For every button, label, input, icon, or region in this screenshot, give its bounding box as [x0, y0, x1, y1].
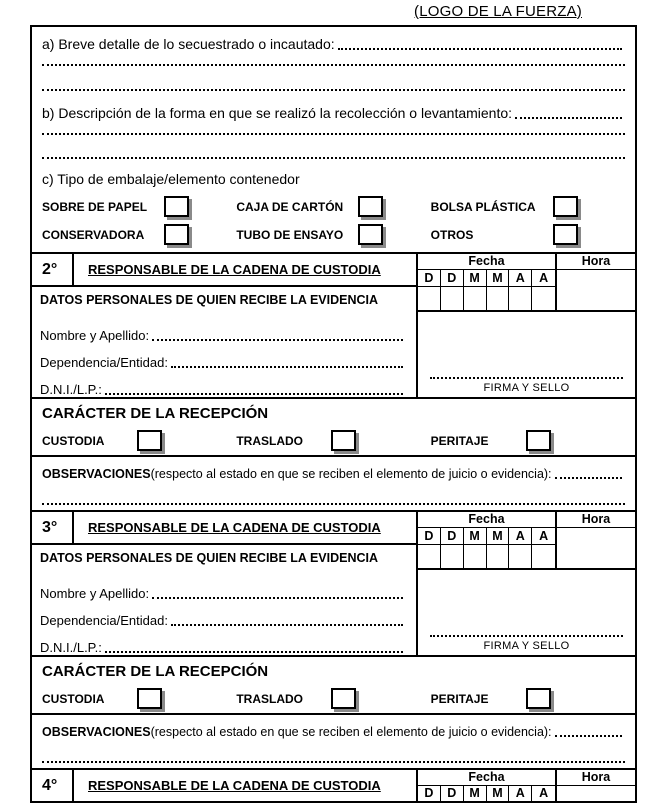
fecha-hora-header — [418, 254, 635, 270]
hora-entry-cell[interactable] — [557, 270, 635, 310]
bolsa-plastica-checkbox[interactable] — [553, 196, 578, 217]
dependencia-input-line[interactable] — [171, 366, 403, 368]
caja-de-carton-label: CAJA DE CARTÓN — [236, 199, 344, 214]
section-a-row — [42, 35, 625, 52]
fecha-hora-body — [418, 528, 635, 570]
otros-label: OTROS — [430, 227, 474, 242]
date-entry-cell[interactable] — [464, 545, 487, 568]
peritaje-checkbox-3[interactable] — [526, 688, 551, 709]
date-entry-cell[interactable] — [487, 287, 510, 310]
custody-block-3 — [32, 510, 635, 655]
date-letter: D — [441, 270, 464, 287]
date-letter: A — [509, 528, 532, 545]
dependencia-label: Dependencia/Entidad: — [40, 355, 168, 370]
custody-block-4-right — [418, 770, 635, 801]
datos-title: DATOS PERSONALES DE QUIEN RECIBE LA EVIDENCIA — [40, 293, 379, 307]
nombre-field — [40, 574, 406, 601]
section-b-row — [42, 104, 625, 121]
observaciones-input-line[interactable] — [555, 735, 622, 737]
peritaje-label: PERITAJE — [430, 691, 489, 706]
date-letter: D — [418, 786, 441, 801]
caracter-options-3 — [42, 688, 625, 709]
caracter-title: CARÁCTER DE LA RECEPCIÓN — [42, 663, 269, 680]
packaging-item-sobre-de-papel — [42, 196, 236, 217]
observaciones-2 — [32, 455, 635, 510]
date-entry-cell[interactable] — [464, 287, 487, 310]
peritaje-checkbox-2[interactable] — [526, 430, 551, 451]
datos-personales-2 — [32, 287, 416, 397]
section-b-label: b) Descripción de la forma en que se realizó la recolección o levantamiento: — [42, 105, 513, 121]
fecha-hora-body — [418, 270, 635, 312]
observaciones-input-line-2[interactable] — [42, 761, 625, 763]
otros-checkbox[interactable] — [553, 224, 578, 245]
hora-label: Hora — [581, 254, 611, 268]
nombre-input-line[interactable] — [152, 339, 403, 341]
date-letter: A — [532, 528, 555, 545]
fecha-label: Fecha — [418, 254, 557, 269]
date-letter: D — [441, 786, 464, 801]
custody-block-2-header — [32, 254, 416, 287]
custody-block-2-left — [32, 254, 418, 397]
fecha-hora-body — [418, 786, 635, 801]
traslado-label: TRASLADO — [236, 433, 303, 448]
date-entry-cell[interactable] — [532, 287, 555, 310]
firma-y-sello-label: FIRMA Y SELLO — [483, 382, 570, 394]
date-entry-cell[interactable] — [509, 545, 532, 568]
hora-label: Hora — [581, 770, 611, 784]
date-letter: M — [464, 528, 487, 545]
caracter-recepcion-2 — [32, 397, 635, 455]
traslado-checkbox-3[interactable] — [331, 688, 356, 709]
packaging-item-conservadora — [42, 224, 236, 245]
section-a-input-line-2[interactable] — [42, 64, 625, 66]
date-letter: M — [487, 528, 510, 545]
block-number: 3° — [32, 512, 74, 543]
date-letter: A — [509, 786, 532, 801]
packaging-item-tubo-de-ensayo — [236, 224, 430, 245]
date-letter: D — [441, 528, 464, 545]
dni-input-line[interactable] — [105, 651, 403, 653]
observaciones-input-line-2[interactable] — [42, 503, 625, 505]
responsable-title: RESPONSABLE DE LA CADENA DE CUSTODIA — [88, 778, 381, 793]
datos-personales-3 — [32, 545, 416, 655]
observaciones-label: OBSERVACIONES — [42, 725, 151, 739]
caracter-recepcion-3 — [32, 655, 635, 713]
sobre-de-papel-label: SOBRE DE PAPEL — [42, 199, 148, 214]
date-grid — [418, 528, 557, 568]
observaciones-text: (respecto al estado en que se reciben el elemento de juicio o evidencia): — [150, 725, 552, 739]
packaging-row-1 — [42, 196, 625, 217]
conservadora-checkbox[interactable] — [164, 224, 189, 245]
date-letter: D — [418, 270, 441, 287]
dni-input-line[interactable] — [105, 393, 403, 395]
peritaje-label: PERITAJE — [430, 433, 489, 448]
bolsa-plastica-label: BOLSA PLÁSTICA — [430, 199, 536, 214]
block-number: 2° — [32, 254, 74, 285]
observaciones-3 — [32, 713, 635, 768]
custody-block-3-left — [32, 512, 418, 655]
date-letter: M — [487, 270, 510, 287]
date-entry-cell[interactable] — [418, 545, 441, 568]
caja-de-carton-checkbox[interactable] — [358, 196, 383, 217]
caracter-item-custodia — [42, 430, 236, 451]
signature-dotted-line — [430, 635, 623, 637]
dependencia-input-line[interactable] — [171, 624, 403, 626]
fecha-hora-header — [418, 512, 635, 528]
date-entry-cell[interactable] — [441, 545, 464, 568]
date-entry-cell[interactable] — [418, 287, 441, 310]
section-a-label: a) Breve detalle de lo secuestrado o incautado: — [42, 36, 335, 52]
traslado-label: TRASLADO — [236, 691, 303, 706]
date-entry-cell[interactable] — [441, 287, 464, 310]
hora-entry-cell[interactable] — [557, 528, 635, 568]
hora-entry-cell[interactable] — [557, 786, 635, 801]
observaciones-row — [42, 464, 625, 481]
custodia-label: CUSTODIA — [42, 691, 105, 706]
tubo-de-ensayo-label: TUBO DE ENSAYO — [236, 227, 344, 242]
date-letter: D — [418, 528, 441, 545]
datos-title: DATOS PERSONALES DE QUIEN RECIBE LA EVIDENCIA — [40, 551, 379, 565]
date-letter: M — [464, 270, 487, 287]
caracter-item-peritaje — [431, 430, 625, 451]
date-grid — [418, 270, 557, 310]
fecha-label: Fecha — [418, 512, 557, 527]
traslado-checkbox-2[interactable] — [331, 430, 356, 451]
caracter-options-2 — [42, 430, 625, 451]
dependencia-field — [40, 343, 406, 370]
date-letter: A — [509, 270, 532, 287]
fecha-label: Fecha — [418, 770, 557, 785]
dni-field — [40, 628, 406, 655]
section-a-input-line[interactable] — [338, 48, 622, 50]
packaging-item-caja-de-carton — [236, 196, 430, 217]
observaciones-input-line[interactable] — [555, 477, 622, 479]
firma-y-sello-label: FIRMA Y SELLO — [483, 640, 570, 652]
section-b-input-line[interactable] — [515, 117, 622, 119]
sobre-de-papel-checkbox[interactable] — [164, 196, 189, 217]
observaciones-row — [42, 722, 625, 739]
date-entry-cell[interactable] — [532, 545, 555, 568]
date-grid — [418, 786, 557, 801]
section-a-input-line-3[interactable] — [42, 89, 625, 91]
dependencia-label: Dependencia/Entidad: — [40, 613, 168, 628]
packaging-row-2 — [42, 224, 625, 245]
caracter-item-custodia — [42, 688, 236, 709]
nombre-label: Nombre y Apellido: — [40, 586, 150, 601]
hora-label: Hora — [581, 512, 611, 526]
section-b-input-line-3[interactable] — [42, 157, 625, 159]
custody-block-4 — [32, 768, 635, 801]
dni-label: D.N.I./L.P.: — [40, 640, 102, 655]
signature-dotted-line — [430, 377, 623, 379]
nombre-label: Nombre y Apellido: — [40, 328, 150, 343]
block-number: 4° — [32, 770, 74, 801]
dependencia-field — [40, 601, 406, 628]
signature-area-3[interactable] — [418, 570, 635, 655]
date-letter: M — [464, 786, 487, 801]
custody-block-3-right — [418, 512, 635, 655]
date-letter: A — [539, 786, 549, 800]
dni-label: D.N.I./L.P.: — [40, 382, 102, 397]
section-c-label: c) Tipo de embalaje/elemento contenedor — [42, 171, 300, 187]
signature-area-2[interactable] — [418, 312, 635, 397]
form-table — [30, 25, 637, 803]
custody-block-2-right — [418, 254, 635, 397]
custodia-checkbox-3[interactable] — [137, 688, 162, 709]
tubo-de-ensayo-checkbox[interactable] — [358, 224, 383, 245]
responsable-title: RESPONSABLE DE LA CADENA DE CUSTODIA — [88, 262, 381, 277]
nombre-field — [40, 316, 406, 343]
nombre-input-line[interactable] — [152, 597, 403, 599]
custody-block-3-header — [32, 512, 416, 545]
date-entry-cell[interactable] — [487, 545, 510, 568]
evidence-detail-section — [32, 27, 635, 252]
conservadora-label: CONSERVADORA — [42, 227, 145, 242]
custody-block-4-header — [32, 770, 418, 801]
custodia-label: CUSTODIA — [42, 433, 105, 448]
caracter-item-traslado — [236, 430, 430, 451]
observaciones-label: OBSERVACIONES — [42, 467, 151, 481]
responsable-title: RESPONSABLE DE LA CADENA DE CUSTODIA — [88, 520, 381, 535]
packaging-item-otros — [431, 224, 625, 245]
observaciones-text: (respecto al estado en que se reciben el elemento de juicio o evidencia): — [150, 467, 552, 481]
caracter-item-peritaje — [431, 688, 625, 709]
fecha-hora-header — [418, 770, 635, 786]
custodia-checkbox-2[interactable] — [137, 430, 162, 451]
date-letter: M — [487, 786, 510, 801]
force-logo-placeholder: (LOGO DE LA FUERZA) — [414, 3, 582, 20]
date-entry-cell[interactable] — [509, 287, 532, 310]
date-letter: A — [532, 270, 555, 287]
caracter-item-traslado — [236, 688, 430, 709]
caracter-title: CARÁCTER DE LA RECEPCIÓN — [42, 405, 269, 422]
dni-field — [40, 370, 406, 397]
custody-block-2 — [32, 252, 635, 397]
section-b-input-line-2[interactable] — [42, 133, 625, 135]
packaging-item-bolsa-plastica — [431, 196, 625, 217]
